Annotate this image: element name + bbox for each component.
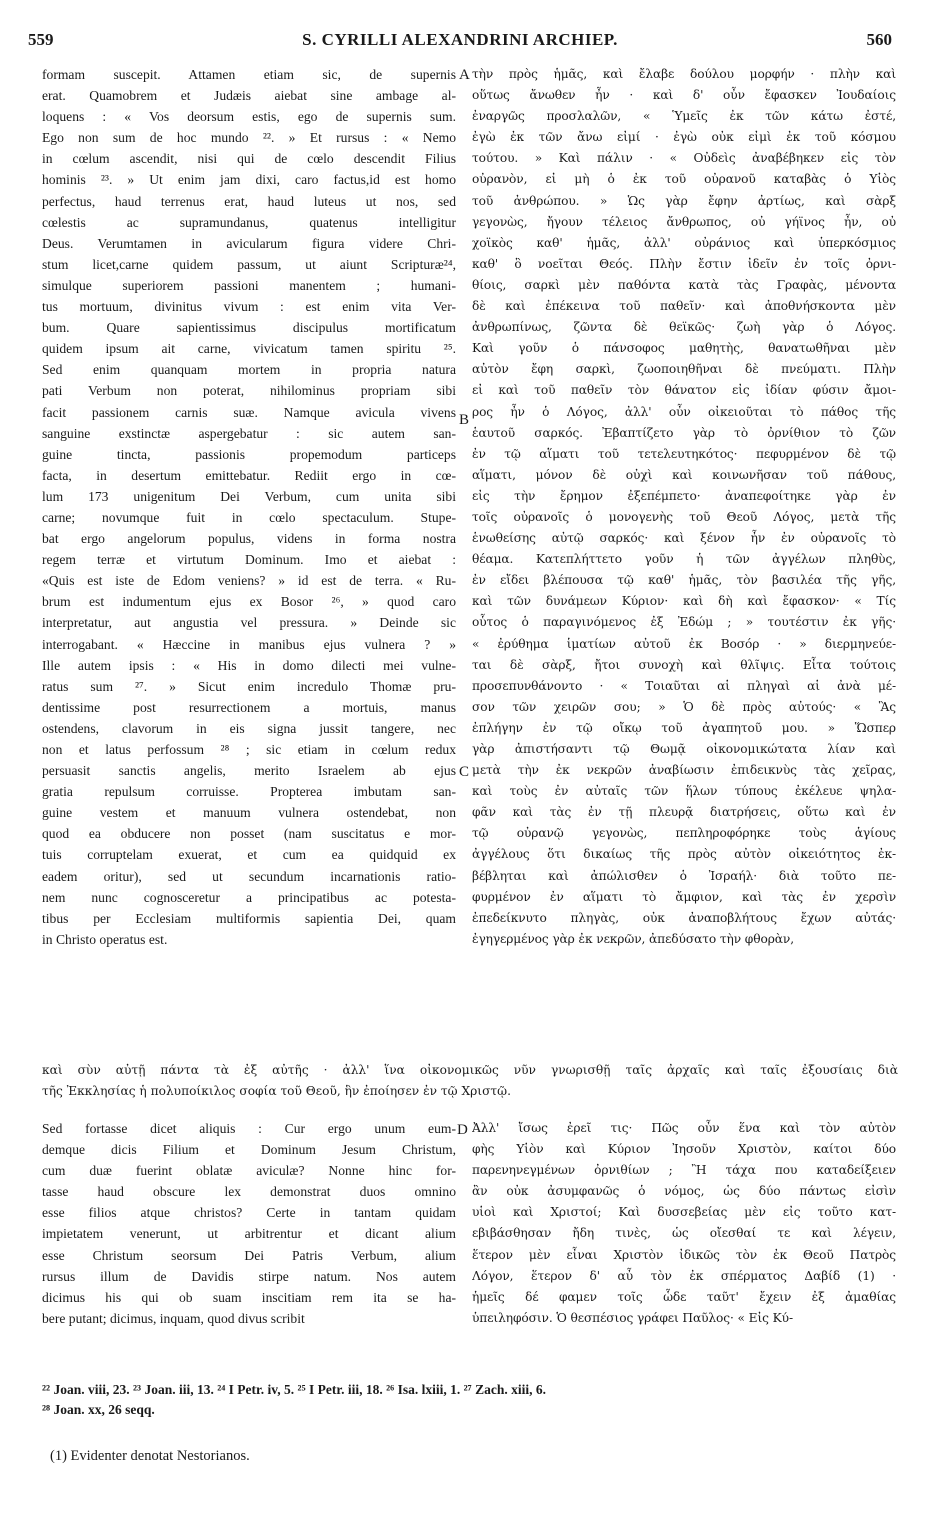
text-line: Ille autem ipsis : « His in domo dilecti mei vulne- [42, 657, 456, 673]
text-line: impietatem venerunt, ut arbitrentur et dicant alium [42, 1226, 456, 1242]
text-line: τῷ οὐρανῷ γεγονὼς, πεπληροφόρηκε τοὺς ἁγίους [472, 826, 896, 841]
text-line: καὶ τῶν δυνάμεων Κύριον· καὶ δὴ καὶ ἔφασκον· « Τίς [472, 594, 896, 609]
text-line: ἐν εἴδει βλέπουσα τῷ καθ' ἡμᾶς, τὸν βασιλέα τῆς γῆς, [472, 573, 896, 588]
text-line: καὶ σὺν αὐτῇ πάντα τὰ ἐξ αὐτῆς · ἀλλ' ἵνα οἰκονομικῶς νῦν γνωρισθῇ ταῖς ἀρχαῖς καὶ ταῖς ἐξουσίαις διὰ [42, 1063, 898, 1077]
text-line: μετὰ τὴν ἐκ νεκρῶν ἀναβίωσιν ἐπιδεικνὺς τὰς χεῖρας, [472, 763, 896, 778]
margin-letter-b: B [459, 412, 470, 428]
text-line: ἐγηγερμένος γὰρ ἐκ νεκρῶν, ἀπεδύσατο τὴν φθορὰν, [472, 931, 794, 946]
text-line: tibus per Ecclesiam multiformis sapientia Dei, quam [42, 910, 456, 926]
text-line: βέβληται καὶ ἀπώλισθεν ὁ Ἰσραήλ· διὰ τοῦτο πε- [472, 868, 896, 883]
running-header [28, 30, 892, 58]
text-line: εβιβάσθησαν ἤδη τινὲς, ὡς οἴεσθαί τε καὶ λέγειν, [472, 1226, 896, 1241]
text-line: χοϊκὸς καθ' ἡμᾶς, ἀλλ' οὐράνιος καὶ ὑπερκόσμιος [472, 235, 896, 250]
text-line: non et latus perfossum ²⁸ ; sic etiam in cœlum redux [42, 742, 456, 757]
text-line: Deus. Verumtamen in avicularum figura videre Chri- [42, 235, 456, 251]
text-line: guine vestem et manuum vulnera ostendebat, non [42, 805, 456, 821]
text-line: ratus sum ²⁷. » Sicut enim incredulo Thomæ pru- [42, 678, 456, 694]
text-line: nem nunc cognosceretur a principatibus ac potesta- [42, 889, 456, 905]
text-line: ἐγὼ ἐκ τῶν ἄνω εἰμί · ἐγὼ οὐκ εἰμὶ ἐκ τοῦ κόσμου [472, 130, 896, 145]
text-line: ἐπλήγην ἐν τῷ οἴκῳ τοῦ ἀγαπητοῦ μου. » Ὥσπερ [472, 720, 896, 735]
text-line: regem terræ et virtutum Dominum. Imo et aiebat : [42, 552, 456, 568]
text-line: οὐρανὸν, εἰ μὴ ὁ ἐκ τοῦ οὐρανοῦ καταβὰς ὁ Υἱὸς [472, 172, 896, 187]
text-line: Ego non sum de hoc mundo ²². » Et rursus : « Nemo [42, 130, 456, 146]
text-line: loquens : « Vos deorsum estis, ego de supernis sum. [42, 109, 456, 125]
text-line: τοῖς οὐρανοῖς ὁ μονογενὴς τοῦ Θεοῦ Λόγος, μετὰ τῆς [472, 509, 896, 524]
latin-column-upper [42, 64, 456, 950]
text-line: bere putant; dicimus, inquam, quod divus scribit [42, 1310, 305, 1326]
text-line: in Christo operatus est. [42, 931, 168, 947]
text-line: καὶ τοὺς ἐν αὐταῖς τῶν ἥλων τύπους ἐκέλευε ψηλα- [472, 784, 896, 799]
text-line: ἀνθρωπίνως, ζῶντα δὲ θεϊκῶς· ζωὴ γὰρ ὁ Λόγος. [472, 320, 896, 335]
greek-full-width-passage [42, 1060, 898, 1102]
text-line: guine tincta, passionis propemodum particeps [42, 446, 456, 462]
text-line: eadem oritur), sed ut secundum incarnationis ratio- [42, 868, 456, 884]
reference-line: ²⁸ Joan. xx, 26 seqq. [42, 1402, 155, 1417]
text-line: υἱοὶ καὶ Χριστοί; Καὶ δυσσεβείας μὲν εἰς τοῦτο κατ- [472, 1205, 896, 1220]
text-line: φᾶν καὶ τὰς ἐν τῇ πλευρᾷ διατρήσεις, οὕτω καὶ ἐν [472, 805, 896, 820]
text-line: interrogabant. « Hæccine in manibus ejus vulnera ? » [42, 636, 456, 652]
text-line: ἐναργῶς προσλαλῶν, « Ὑμεῖς ἐκ τῶν κάτω ἐστέ, [472, 109, 896, 124]
text-line: tus mortuum, divinitus vivum : est enim vita Ver- [42, 299, 456, 315]
text-line: «Quis est iste de Edom veniens? » id est de terra. « Ru- [42, 573, 456, 589]
greek-column-lower [472, 1118, 896, 1329]
margin-letter-c: C [459, 764, 470, 780]
text-line: εἰ καὶ τοῦ παθεῖν τὸν θάνατον εἰς ἰδίαν φύσιν ἄμοι- [472, 383, 896, 398]
margin-letter-a: A [459, 67, 470, 83]
text-line: quidem ipsum ait carne, vivicatum tamen spiritu ²⁵. [42, 341, 456, 357]
text-line: προσεπυνθάνοντο · « Τοιαῦται αἱ πληγαὶ αἱ ἀνὰ μέ- [472, 678, 896, 693]
text-line: ὑπειληφόσιν. Ὁ θεσπέσιος γράφει Παῦλος· « Εἰς Κύ- [472, 1310, 793, 1325]
scripture-references [42, 1380, 892, 1420]
text-line: in cœlum ascendit, nisi qui de cœlo descendit Filius [42, 151, 456, 167]
text-line: formam suscepit. Attamen etiam sic, de supernis [42, 67, 456, 82]
text-line: ρος ἦν ὁ Λόγος, ἀλλ' οὖν οἰκειοῦται τὸ πάθος τῆς [472, 404, 896, 419]
text-line: τὴν πρὸς ἡμᾶς, καὶ ἔλαβε δούλου μορφήν · πλὴν καὶ [472, 67, 896, 81]
text-line: τῆς Ἐκκλησίας ἡ πολυποίκιλος σοφία τοῦ Θεοῦ, ἣν ἐποίησεν ἐν τῷ Χριστῷ. [42, 1084, 511, 1098]
text-line: αἵματι, μόνον δὲ οὐχὶ καὶ κοινωνῆσαν τοῦ πάθους, [472, 467, 896, 482]
text-line: demque dicis Filium et Dominum Jesum Christum, [42, 1142, 456, 1158]
text-line: γεγονὼς, ἤγουν τέλειος ἄνθρωπος, οὐ γήϊνος ἦν, οὐ [472, 214, 896, 229]
text-line: ἑαυτοῦ σαρκός. Ἐβαπτίζετο γὰρ τὸ ὀρνίθιον τὸ ζῶν [472, 425, 896, 440]
text-line: ἀγγέλους ὅτι δικαίως τῆς πρὸς αὐτὸν οἰκειότητος ἐκ- [472, 847, 896, 862]
text-line: θίοις, σαρκὶ μὲν παθόντα κατὰ τὰς Γραφὰς, μένοντα [472, 277, 896, 292]
text-line: « ἐρύθημα ἱματίων αὐτοῦ ἐκ Βοσόρ · » διερμηνεύε- [472, 636, 896, 651]
text-line: Ἀλλ' ἴσως ἐρεῖ τις· Πῶς οὖν ἕνα καὶ τὸν αὐτὸν [472, 1121, 896, 1135]
text-line: bat ergo angelorum populus, videns in forma nostra [42, 531, 456, 547]
page-number-left: 559 [28, 30, 54, 49]
text-line: bum. Quare sapientissimus discipulus mortificatum [42, 320, 456, 336]
greek-column-upper [472, 64, 896, 950]
text-line: esse Christum seorsum Dei Patris Verbum, alium [42, 1247, 456, 1263]
text-line: ἕτερον μὲν εἶναι Χριστὸν ἰδικῶς τὸν ἐκ Θεοῦ Πατρὸς [472, 1247, 896, 1262]
text-line: φυρμένον ἐν αἵματι τὸ ἄμφιον, καὶ τὰς ἐν χερσὶν [472, 889, 896, 904]
text-line: gratia repulsum corruisse. Propterea imbutam san- [42, 784, 456, 800]
reference-line: ²² Joan. viii, 23. ²³ Joan. iii, 13. ²⁴ I Petr. iv, 5. ²⁵ I Petr. iii, 18. ²⁶ Isa. lxiii, 1. ²⁷ Zach. xiii, 6. [42, 1382, 546, 1397]
text-line: sanguine exstinctæ aspergebatur : sic autem san- [42, 425, 456, 441]
text-line: erat. Quamobrem et Judæis aiebat sine ambage al- [42, 88, 456, 104]
text-line: facit passionem carnis suæ. Namque avicula vivens [42, 404, 456, 420]
text-line: οὕτως ἄνωθεν ἦν · καὶ δ' οὖν ἔφασκεν Ἰουδαίοις [472, 88, 896, 103]
text-line: Sed enim quanquam mortem in propria natura [42, 362, 456, 378]
text-line: οὗτος ὁ παραγινόμενος ἐξ Ἐδώμ ; » τουτέστιν ἐκ γῆς· [472, 615, 896, 630]
text-line: ἑνωθείσης αὐτῷ σαρκός· καὶ ξένον ἦν ἐν οὐρανοῖς τὸ [472, 531, 896, 546]
text-line: carne; novumque fuit in cœlo spectaculum. Stupe- [42, 509, 456, 525]
text-line: ἂν οὐκ ἀσυμφανῶς ὁ νόμος, ὡς δύο πάντως εἰσὶν [472, 1184, 896, 1199]
latin-column-lower [42, 1118, 456, 1329]
text-line: παρενηνεγμένων ὀρνιθίων ; Ἢ τάχα που καταδείξειεν [472, 1163, 896, 1178]
text-line: cum duæ fuerint oblatæ aviculæ? Nonne hinc for- [42, 1163, 456, 1179]
text-line: cœlestis ac supramundanus, quatenus intelligitur [42, 214, 456, 230]
editor-footnote: (1) Evidenter denotat Nestorianos. [50, 1448, 250, 1464]
text-line: stum licet,carne quidem passum, ut aiunt Scripturæ²⁴, [42, 256, 456, 272]
text-line: rursus illum de Davidis stirpe natum. Nos autem [42, 1268, 456, 1284]
text-line: tasse haud obscure lex demonstrat duos omnino [42, 1184, 456, 1200]
page-title: S. CYRILLI ALEXANDRINI ARCHIEP. [302, 30, 618, 49]
text-line: ἐν τῷ αἵματι τοῦ τετελευτηκότος· πεφυρμένον δὲ τῷ [472, 446, 896, 461]
text-line: καθ' ὃ νοεῖται Θεός. Πλὴν ἔστιν ἰδεῖν ἐν τοῖς ὀρνι- [472, 256, 896, 271]
text-line: θέαμα. Κατεπλήττετο γοῦν ἡ τῶν ἀγγέλων πληθὺς, [472, 552, 896, 567]
text-line: interpretatur, aut angustia vel pressura. » Deinde sic [42, 615, 456, 631]
text-line: αὐτὸν ἔφη σαρκὶ, ζωοποιηθῆναι δὲ πνεύματι. Πλὴν [472, 362, 896, 377]
text-line: Καὶ γοῦν ὁ πάνσοφος μαθητὴς, θανατωθῆναι μὲν [472, 341, 896, 356]
text-line: ἐπεδείκνυτο πληγὰς, οὐκ ἀναποβλήτους ἔχων αὐτάς· [472, 910, 896, 925]
page-number-right: 560 [866, 30, 892, 49]
text-line: φὴς Υἱὸν καὶ Κύριον Ἰησοῦν Χριστὸν, καίτοι δύο [472, 1142, 896, 1157]
text-line: σον τῶν χειρῶν σου; » Ὁ δὲ πρὸς αὐτούς· « Ἃς [472, 699, 896, 714]
text-line: dentissime post resurrectionem a mortuis, manus [42, 699, 456, 715]
text-line: esse filios atque christos? Certe in tantam quidam [42, 1205, 456, 1221]
margin-letter-d: D [457, 1122, 468, 1138]
text-line: tuis corruptelam exuerat, et cum ea quidquid ex [42, 847, 456, 863]
text-line: hominis ²³. » Ut enim jam dixi, caro factus,id est homo [42, 172, 456, 188]
text-line: τούτου. » Καὶ πάλιν · « Οὐδεὶς ἀναβέβηκεν εἰς τὸν [472, 151, 896, 166]
text-line: δὲ καὶ ἐπέκεινα τοῦ παθεῖν· καὶ ἀποθνήσκοντα μὲν [472, 299, 896, 314]
text-line: pati Verbum non poterat, nihilominus propriam sibi [42, 383, 456, 399]
text-line: facta, in desertum emittebatur. Rediit ergo in cœ- [42, 467, 456, 483]
text-line: ται δὲ σὰρξ, ἤτοι συνοχὴ καὶ θλῖψις. Εἶτα τούτοις [472, 657, 896, 672]
text-line: Sed fortasse dicet aliquis : Cur ergo unum eum- [42, 1121, 456, 1136]
text-line: simulque superiorem passioni manentem ; humani- [42, 277, 456, 293]
text-line: ostendens, clavorum in eis signa jussit tangere, nec [42, 720, 456, 736]
text-line: γὰρ ἀπιστήσαντι τῷ Θωμᾷ οἰκονομικώτατα λίαν καὶ [472, 742, 896, 756]
text-line: τοῦ ἀνθρώπου. » Ὡς γὰρ ἔφην ἀρτίως, καὶ σὰρξ [472, 193, 896, 208]
text-line: quod ea obducere non posset (nam suscitatus e mor- [42, 826, 456, 842]
text-line: perfectus, haud terrenus erat, haud luteus ut nos, sed [42, 193, 456, 209]
text-line: persuasit sanctis angelis, merito Israelem ab ejus [42, 763, 456, 779]
text-line: Λόγον, ἕτερον δ' αὖ τὸν ἐκ σπέρματος Δαβίδ (1) · [472, 1268, 896, 1283]
text-line: ἡμεῖς δέ φαμεν τοῖς ὧδε ταῦτ' ἔχειν ἐξ ἀμαθίας [472, 1289, 896, 1304]
text-line: εἰς τὴν ἔρημον ἐξεπέμπετο· ἀναπεφοίτηκε γὰρ ἐν [472, 488, 896, 503]
text-line: dicimus his qui ob suam inscitiam rem ita se ha- [42, 1289, 456, 1305]
text-line: lum 173 unigenitum Dei Verbum, cum unita sibi [42, 488, 456, 504]
text-line: brum est indumentum ejus ex Bosor ²⁶, » quod caro [42, 594, 456, 610]
